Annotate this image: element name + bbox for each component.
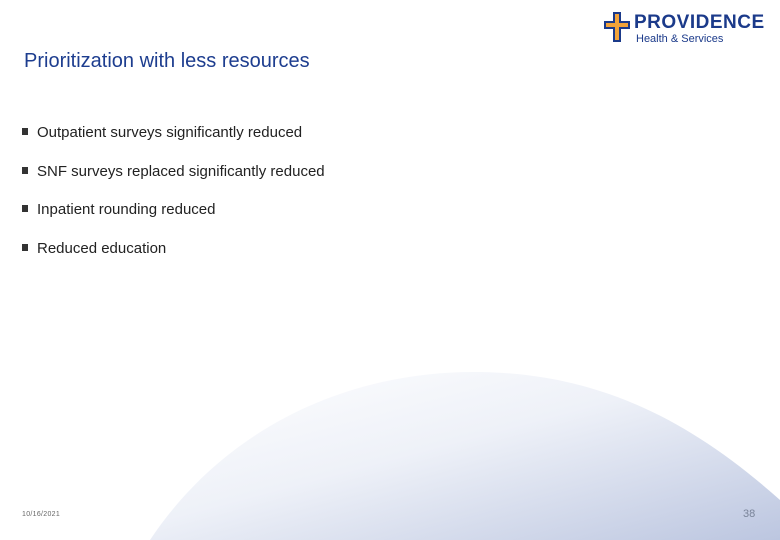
bullet-marker-icon: [22, 244, 28, 251]
bullet-text: Outpatient surveys significantly reduced: [37, 124, 303, 141]
bullet-text: Inpatient rounding reduced: [37, 201, 216, 218]
bullet-text: Reduced education: [37, 239, 167, 257]
bullet-marker-icon: [22, 205, 28, 212]
footer-date: 10/16/2021: [22, 511, 61, 518]
bullet-marker-icon: [22, 128, 28, 135]
bullet-text: SNF surveys replaced significantly reduced: [37, 162, 325, 180]
page-number: 38: [743, 508, 756, 520]
bullet-marker-icon: [22, 167, 28, 174]
logo-brand-name: PROVIDENCE: [634, 12, 765, 33]
logo-tagline: Health & Services: [636, 33, 724, 45]
providence-logo: [604, 10, 774, 46]
cross-icon: [604, 12, 630, 42]
slide-title: Prioritization with less resources: [24, 50, 310, 72]
